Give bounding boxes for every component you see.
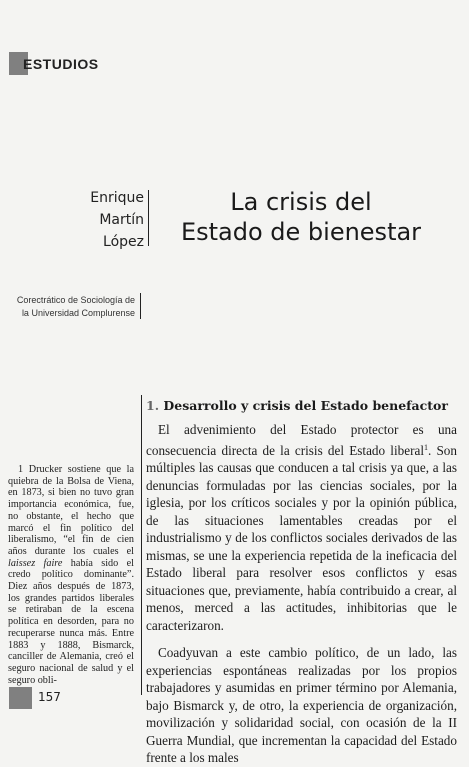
- page-number: 157: [38, 690, 61, 704]
- paragraph-1-part-a: El advenimiento del Estado protector es una consecuencia directa de la crisis del Estado liberal: [146, 422, 457, 458]
- section-heading-text: Desarrollo y crisis del Estado benefactor: [163, 398, 448, 413]
- affiliation-line-2: la Universidad Complurense: [21, 308, 135, 318]
- author-affiliation: [17, 294, 135, 320]
- author-surname-2: López: [103, 234, 144, 250]
- footnote-part-a: 1 Drucker sostiene que la quiebra de la Bolsa de Viena, en 1873, si bien no tuvo gran importancia económica, fue, no obstante, el hecho que marcó el fin político del liberalismo, “el fin de cien años durante los cuales el: [8, 464, 134, 557]
- section-label: ESTUDIOS: [23, 55, 99, 72]
- footnote-part-b: había sido el credo político dominante”. Diez años después de 1873, los grandes partidos liberales se retiraban de la escena política en desorden, para no recuperarse nunca más. Entre 1883 y 1888, Bismarck, canciller de Alemania, creó el seguro nacional de salud y el seguro obli-: [8, 557, 134, 686]
- paragraph-1-part-b: . Son múltiples las causas que conducen a tal crisis ya que, a las denuncias formuladas por las ciencias sociales, por la iglesia, por los críticos sociales y por la opinión pública, de las situaciones lamentables creadas por el industrialismo y de los conflictos sociales derivados de las mismas, se une la experiencia repetida de la ineficacia del Estado liberal para resolver esos conflictos y esas situaciones que, previamente, había contribuido a crear, al menos, merced a las actitudes, inhibitorias que le caracterizaron.: [146, 442, 457, 633]
- affiliation-divider: [140, 293, 141, 319]
- title-line-2: Estado de bienestar: [180, 218, 422, 246]
- section-tag: [9, 52, 99, 75]
- body-text: [146, 421, 457, 767]
- paragraph-2: Coadyuvan a este cambio político, de un lado, las experiencias espontáneas realizadas por los propios trabajadores y asumidas en primer término por Alemania, bajo Bismarck y, de otro, la experiencia de organización, movilización y solidaridad social, con ocasión de la II Guerra Mundial, que incrementan la capacidad del Estado frente a los males: [146, 645, 457, 765]
- author-divider: [148, 190, 149, 246]
- title-line-1: La crisis del: [230, 188, 372, 216]
- affiliation-line-1: Corectrático de Sociología de: [16, 295, 135, 305]
- section-heading: [146, 398, 448, 413]
- footnote-text: [8, 464, 134, 686]
- footnote-reference: 1: [423, 442, 428, 452]
- article-title: [171, 187, 431, 247]
- footnote-emphasis: laissez faire: [8, 557, 63, 569]
- page-number-box: [9, 687, 32, 709]
- footnote: [8, 464, 134, 686]
- author-name: [90, 187, 144, 253]
- author-first-name: Enrique: [90, 190, 144, 206]
- author-surname-1: Martín: [99, 212, 144, 228]
- paragraph-1: [146, 421, 457, 634]
- section-number: 1.: [146, 398, 160, 413]
- column-divider: [141, 395, 142, 695]
